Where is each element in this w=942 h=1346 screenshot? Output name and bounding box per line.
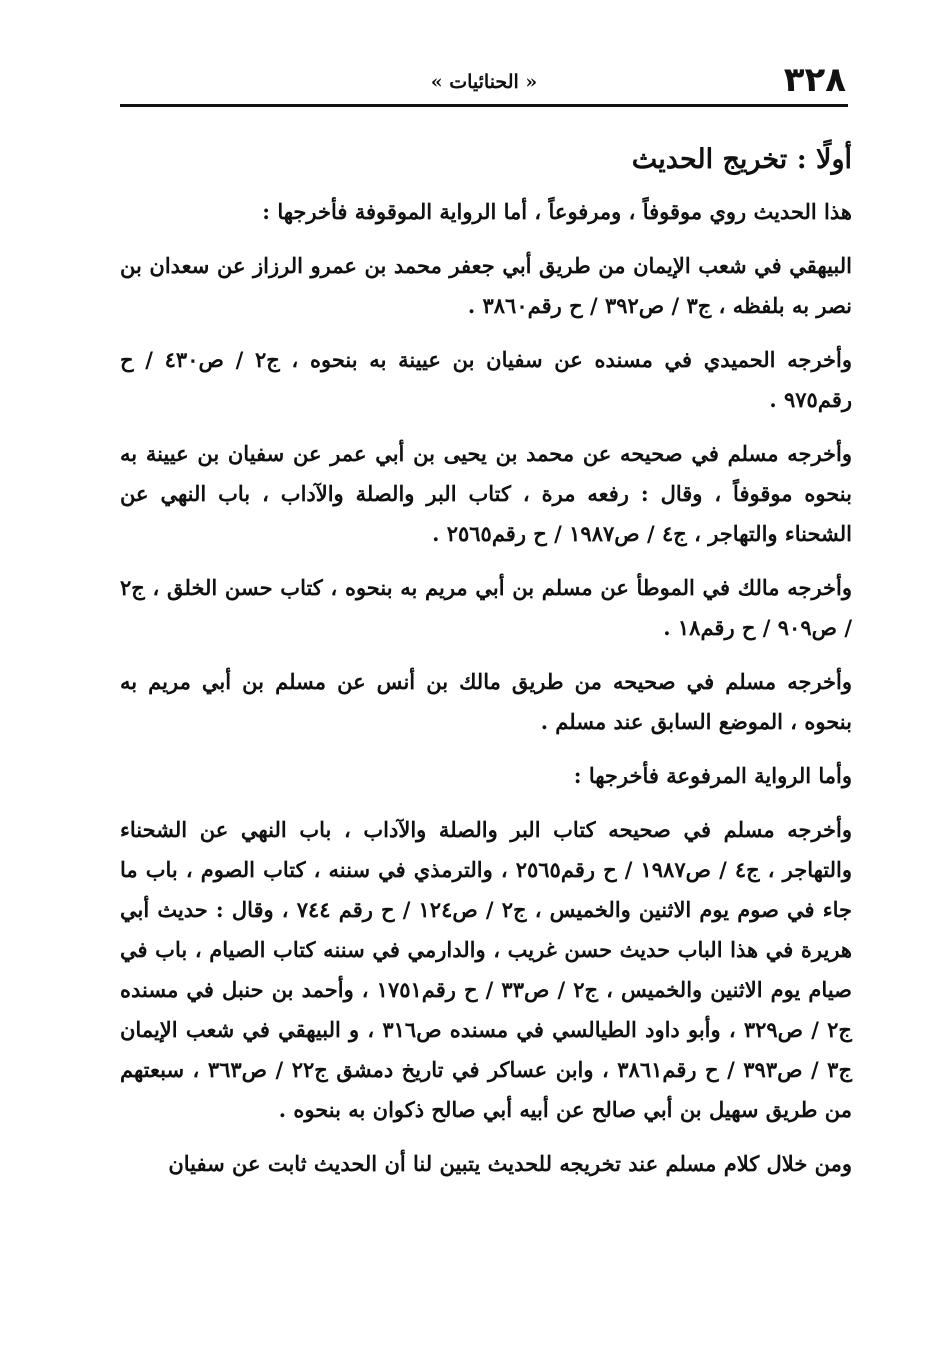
section-heading: أولًا : تخريج الحديث: [631, 144, 852, 175]
header-rule: [120, 104, 848, 107]
paragraph-muslim-mawquf: وأخرجه مسلم في صحيحه عن محمد بن يحيى بن أبي عمر عن سفيان بن عيينة به بنحوه موقوفاً ، وقال : رفعه مرة ، كتاب البر والصلة والآداب ، باب النهي عن الشحناء والتهاجر ، ج٤ / ص١٩٨٧ / ح رقم٢٥٦٥ .: [120, 441, 852, 546]
paragraph-conclusion: ومن خلال كلام مسلم عند تخريجه للحديث يتبين لنا أن الحديث ثابت عن سفيان: [168, 1151, 852, 1176]
paragraph-muslim-malik: وأخرجه مسلم في صحيحه من طريق مالك بن أنس عن مسلم بن أبي مريم به بنحوه ، الموضع السابق عند مسلم .: [120, 669, 852, 734]
running-title: « الحنائيات »: [430, 71, 538, 93]
page-body: [120, 130, 852, 1198]
paragraph-malik: وأخرجه مالك في الموطأ عن مسلم بن أبي مريم به بنحوه ، كتاب حسن الخلق ، ج٢ / ص٩٠٩ / ح رقم١٨ .: [120, 575, 852, 640]
page-number: ٣٢٨: [783, 60, 846, 100]
paragraph-marfu-intro: وأما الرواية المرفوعة فأخرجها :: [573, 763, 852, 788]
paragraph-marfu-sources: وأخرجه مسلم في صحيحه كتاب البر والصلة والآداب ، باب النهي عن الشحناء والتهاجر ، ج٤ / ص١٩٨٧ / ح رقم٢٥٦٥ ، والترمذي في سننه ، كتاب الصوم ، باب ما جاء في صوم يوم الاثنين والخميس ، ج٢ / ص١٢٤ / ح رقم ٧٤٤ ، وقال : حديث أبي هريرة في هذا الباب حديث حسن غريب ، والدارمي في سننه كتاب الصيام ، باب في صيام يوم الاثنين والخميس ، ج٢ / ص٣٣ / ح رقم١٧٥١ ، وأحمد بن حنبل في مسنده ج٢ / ص٣٢٩ ، وأبو داود الطيالسي في مسنده ص٣١٦ ، و البيهقي في شعب الإيمان ج٣ / ص٣٩٣ / ح رقم٣٨٦١ ، وابن عساكر في تاريخ دمشق ج٢٢ / ص٣٦٣ ، سبعتهم من طريق سهيل بن أبي صالح عن أبيه أبي صالح ذكوان به بنحوه .: [120, 817, 852, 1122]
paragraph-intro: هذا الحديث روي موقوفاً ، ومرفوعاً ، أما الرواية الموقوفة فأخرجها :: [262, 199, 852, 224]
page-header: [120, 58, 848, 104]
paragraph-bayhaqi: البيهقي في شعب الإيمان من طريق أبي جعفر محمد بن عمرو الرزاز عن سعدان بن نصر به بلفظه ، ج٣ / ص٣٩٢ / ح رقم٣٨٦٠ .: [120, 253, 852, 318]
paragraph-humaydi: وأخرجه الحميدي في مسنده عن سفيان بن عيينة به بنحوه ، ج٢ / ص٤٣٠ / ح رقم٩٧٥ .: [120, 347, 852, 412]
